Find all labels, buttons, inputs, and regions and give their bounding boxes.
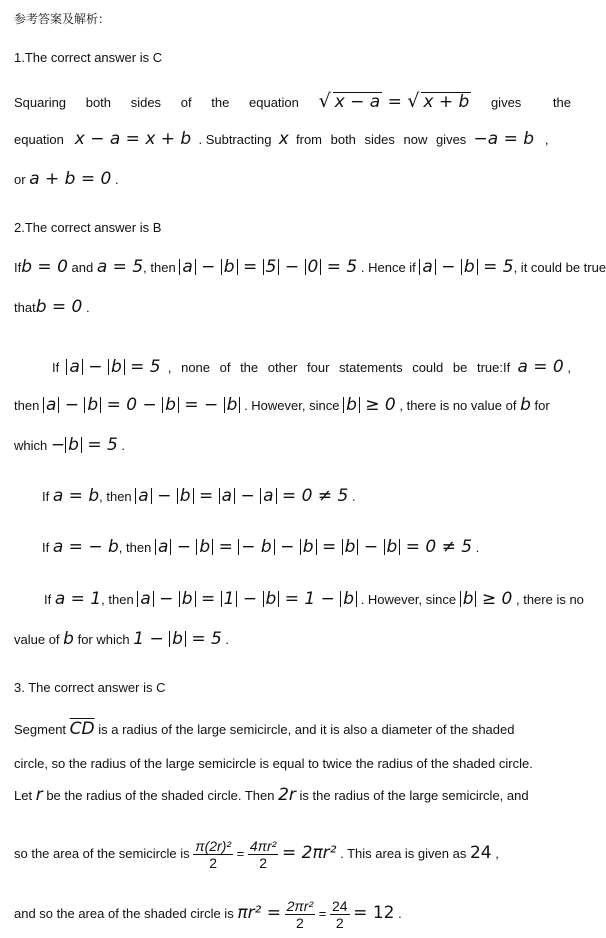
q2-line1 <box>14 257 606 277</box>
q2-case2: If a = − b, then a − b = − b − b = b − b = 0 ≠ 5 . <box>42 537 480 557</box>
equation-sum: a + b = 0 <box>29 169 112 189</box>
q1-line2: equation x − a = x + b . Subtracting x from both sides now gives −a = b , <box>14 129 549 149</box>
q3-text: Let <box>14 788 33 803</box>
q3-title-text: 3. The correct answer is C <box>14 680 166 695</box>
q1-line1 <box>14 92 571 112</box>
q3-text: be the radius of the shaded circle. Then <box>46 788 275 803</box>
math: a − b = 5 <box>66 357 160 377</box>
math: πr² = <box>237 902 282 923</box>
q2-case3 <box>44 589 584 609</box>
fraction: $\frac{\text{4πr²}}{2}$ <box>249 838 277 871</box>
math: − b = 5 <box>50 435 118 455</box>
math: a = 1 <box>54 589 102 609</box>
math: a − b = 0 − b = − b <box>43 395 241 415</box>
q2-text: for <box>534 398 550 413</box>
math: b ≥ 0 <box>460 589 513 609</box>
q2-text: that <box>14 300 36 315</box>
math: a = b <box>52 486 100 506</box>
q2-text: , then <box>99 489 132 504</box>
q2-case1: If a = b, then a − b = a − a = 0 ≠ 5 . <box>42 486 356 506</box>
q2-case3-line2: value of b for which 1 − b = 5 . <box>14 629 230 649</box>
q2-text: , then <box>143 260 176 275</box>
math: b = 0 <box>35 297 83 317</box>
q3-text: . This area is given as <box>340 845 467 861</box>
fraction: $\frac{24}{2}$ <box>331 898 348 931</box>
math: a − b = a − a = 0 ≠ 5 <box>135 486 348 506</box>
fraction: $\frac{\text{π(2r)²}}{2}$ <box>195 838 232 871</box>
equation-neg: −a = b <box>473 129 535 149</box>
q2-text: , then <box>101 592 134 607</box>
q3-text: is the radius of the large semicircle, and <box>299 788 529 803</box>
math: b = 0 <box>21 257 68 277</box>
q2-para2-line3: which − b = 5 . <box>14 435 126 455</box>
q3-text: and so the area of the shaded circle is <box>14 905 234 921</box>
q2-text: If <box>42 489 50 504</box>
q2-text: then <box>14 398 40 413</box>
q1-word: Squaring <box>14 95 67 110</box>
q1-text: . Subtracting <box>198 132 272 147</box>
math: a − b = − b − b = b − b = 0 ≠ 5 <box>155 537 472 557</box>
q3-line3 <box>14 786 571 805</box>
q3-line4: so the area of the semicircle is $\frac{\text{π(2r)²}}{2}$ = $\frac{\text{4πr²}}{2}$ = 2πr² . This area is given as 24 , <box>14 838 499 871</box>
q2-text: . However, since <box>244 398 340 413</box>
segment-cd: $\overline{CD}$ <box>69 719 95 739</box>
equation-sqrt: √ x − a = √ x + b <box>318 90 470 112</box>
q2-para2-line2 <box>14 396 571 415</box>
q1-text: from both sides now gives <box>296 132 467 147</box>
q1-text: equation <box>14 132 64 147</box>
given-area: 24 <box>469 842 492 863</box>
q2-para2-line1: If a − b = 5 , none of the other four statements could be true:If a = 0 , <box>52 357 571 377</box>
q1-word: sides <box>130 95 162 110</box>
math: b ≥ 0 <box>343 395 396 415</box>
answer-header: 参考答案及解析： <box>14 12 111 26</box>
math: a − b = 5 − 0 = 5 <box>179 257 357 277</box>
q2-text: If <box>52 360 60 375</box>
q1-word: equation <box>249 95 299 110</box>
q1-line3: or a + b = 0 . <box>14 169 119 189</box>
q2-text: If <box>14 260 22 275</box>
q2-text: for which <box>77 632 130 647</box>
math: b <box>520 395 531 415</box>
q2-text: . However, since <box>360 592 457 607</box>
q2-text: , there is no value of <box>399 398 517 413</box>
q2-text: If <box>44 592 52 607</box>
q3-line1 <box>14 720 571 739</box>
q2-text: , none of the other four statements could be true:If <box>167 360 511 375</box>
q2-line2: thatb = 0 . <box>14 297 90 317</box>
q2-text: If <box>42 540 50 555</box>
equation-linear: x − a = x + b <box>74 129 192 149</box>
q3-line5: and so the area of the shaded circle is πr² = $\frac{\text{2πr²}}{2}$ = $\frac{24}{2}$ = 12 . <box>14 898 402 931</box>
q2-text: and <box>71 260 94 275</box>
q3-text: Segment <box>14 722 67 737</box>
math: a = 0 <box>517 357 564 377</box>
q2-text: , it could be true <box>513 260 606 275</box>
math: 1 − b = 5 <box>133 629 222 649</box>
var-r: r <box>35 785 43 805</box>
q2-text: , then <box>118 540 152 555</box>
math: a = − b <box>52 537 119 557</box>
q1-word: both <box>85 95 112 110</box>
q1-word: of <box>180 95 192 110</box>
math: b <box>63 629 74 649</box>
q2-title: 2.The correct answer is B <box>14 220 162 235</box>
q1-word: the <box>211 95 230 110</box>
q3-text: so the area of the semicircle is <box>14 845 190 861</box>
q3-line2: circle, so the radius of the large semicircle is equal to twice the radius of the shaded circle. <box>14 756 533 771</box>
q1-text: or <box>14 172 26 187</box>
var-x: x <box>278 129 289 149</box>
q1-title: 1.The correct answer is C <box>14 50 163 65</box>
q2-text: value of <box>14 632 60 647</box>
math: a = 5 <box>96 257 144 277</box>
q2-text: . Hence if <box>360 260 416 275</box>
math: a − b = 1 − b = 1 − b <box>137 589 357 609</box>
math: a − b = 5 <box>419 257 513 277</box>
q1-gives: gives the <box>490 95 571 110</box>
q2-text: which <box>14 438 48 453</box>
q2-text: , there is no <box>515 592 584 607</box>
q3-text: is a radius of the large semicircle, and it is also a diameter of the shaded <box>98 722 515 737</box>
math: = 2πr² <box>281 842 337 863</box>
math: = 12 <box>353 902 395 923</box>
q3-title <box>14 679 571 698</box>
fraction: $\frac{\text{2πr²}}{2}$ <box>286 898 314 931</box>
math-2r: 2r <box>278 785 296 805</box>
